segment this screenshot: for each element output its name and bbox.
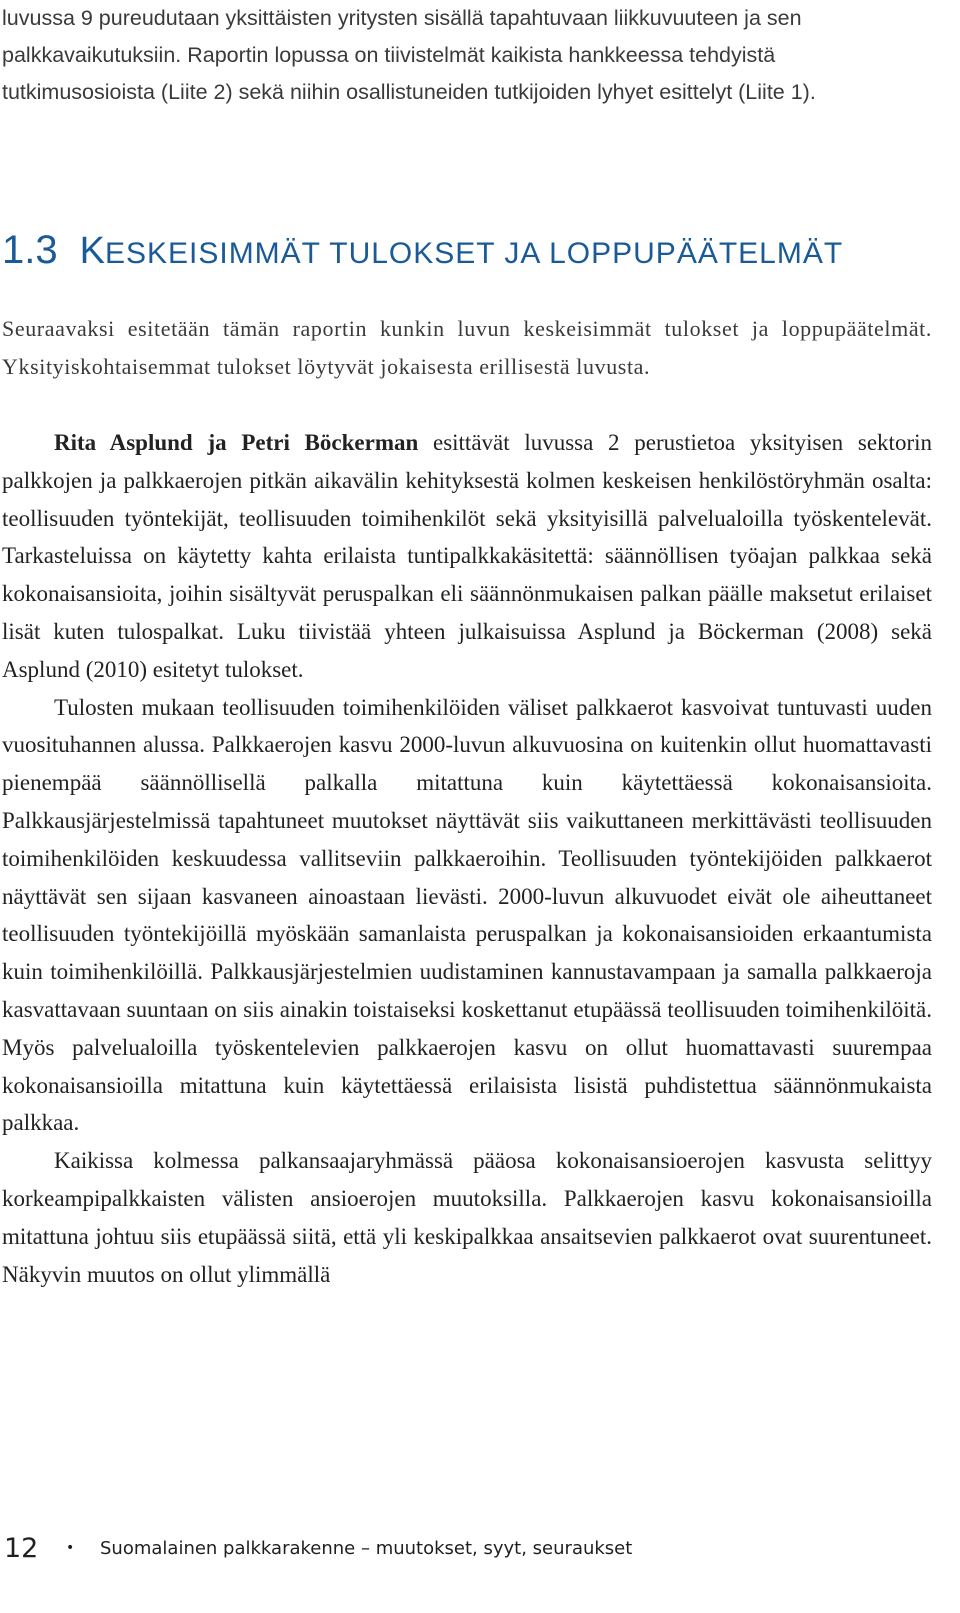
lead-paragraph: Seuraavaksi esitetään tämän raportin kunkin luvun keskeisimmät tulokset ja loppupäätelmät. Yksityiskohtaisemmat tulokset löytyvät jokaisesta erillisestä luvusta.: [2, 316, 932, 379]
paragraph-1-text: esittävät luvussa 2 perustietoa yksityisen sektorin palkkojen ja palkkaerojen pitkän aikavälin kehityksestä kolmen keskeisen henkilöstöryhmän osalta: teollisuuden työntekijät, teollisuuden toimihenkilöt sekä yksityisillä palvelualoilla työskentelevät. Tarkasteluissa on käytetty kahta erilaista tuntipalkkakäsitettä: säännöllisen työajan palkkaa sekä kokonaisansioita, joihin sisältyvät peruspalkan eli säännönmukaisen palkan päälle maksetut erilaiset lisät kuten tulospalkat. Luku tiivistää yhteen julkaisuissa Asplund ja Böckerman (2008) sekä Asplund (2010) esitetyt tulokset.: [2, 430, 932, 682]
page-number: 12: [4, 1532, 39, 1564]
paragraph-1: [2, 424, 932, 689]
footer-separator: •: [66, 1540, 75, 1556]
intro-paragraph: luvussa 9 pureudutaan yksittäisten yritysten sisällä tapahtuvaan liikkuvuuteen ja sen palkkavaikutuksiin. Raportin lopussa on tiivistelmät kaikista hankkeessa tehdyistä tutkimusosioista (Liite 2) sekä niihin osallistuneiden tutkijoiden lyhyet esittelyt (Liite 1).: [2, 6, 816, 104]
section-title: ESKEISIMMÄT TULOKSET JA LOPPUPÄÄTELMÄT: [104, 237, 844, 270]
section-number: 1.3: [2, 228, 58, 272]
paragraph-2: Tulosten mukaan teollisuuden toimihenkilöiden väliset palkkaerot kasvoivat tuntuvasti uuden vuosituhannen alussa. Palkkaerojen kasvu 2000-luvun alkuvuosina on kuitenkin ollut huomattavasti pienempää säännöllisellä palkalla mitattuna kuin käytettäessä kokonaisansioita. Palkkausjärjestelmissä tapahtuneet muutokset näyttävät siis vaikuttaneen merkittävästi teollisuuden toimihenkilöiden keskuudessa vallitseviin palkkaeroihin. Teollisuuden työntekijöiden palkkaerot näyttävät sen sijaan kasvaneen ainoastaan lievästi. 2000-luvun alkuvuodet eivät ole aiheuttaneet teollisuuden työntekijöillä myöskään samanlaista peruspalkan ja kokonaisansioiden erkaantumista kuin toimihenkilöillä. Palkkausjärjestelmien uudistaminen kannustavampaan ja samalla palkkaeroja kasvattavaan suuntaan on siis ainakin toistaiseksi koskettanut etupäässä teollisuuden toimihenkilöitä. Myös palvelualoilla työskentelevien palkkaerojen kasvu on ollut huomattavasti suurempaa kokonaisansioilla mitattuna kuin käytettäessä erilaisista lisistä puhdistettua säännönmukaista palkkaa.: [2, 694, 932, 1136]
page-footer: [4, 1528, 632, 1568]
authors-name: Rita Asplund ja Petri Böckerman: [54, 430, 419, 455]
section-heading: [2, 222, 843, 284]
section-title-initial: K: [79, 230, 105, 272]
document-page: [2, 0, 932, 1564]
paragraph-3: Kaikissa kolmessa palkansaajaryhmässä pääosa kokonaisansioerojen kasvusta selittyy korkeampipalkkaisten välisten ansioerojen muutoksilla. Palkkaerojen kasvu kokonaisansioilla mitattuna johtuu siis etupäässä siitä, että yli keskipalkkaa ansaitsevien palkkaerot ovat suurentuneet. Näkyvin muutos on ollut ylimmällä: [2, 1148, 932, 1287]
running-title: Suomalainen palkkarakenne – muutokset, syyt, seuraukset: [100, 1537, 633, 1559]
body-text: [2, 424, 932, 1293]
